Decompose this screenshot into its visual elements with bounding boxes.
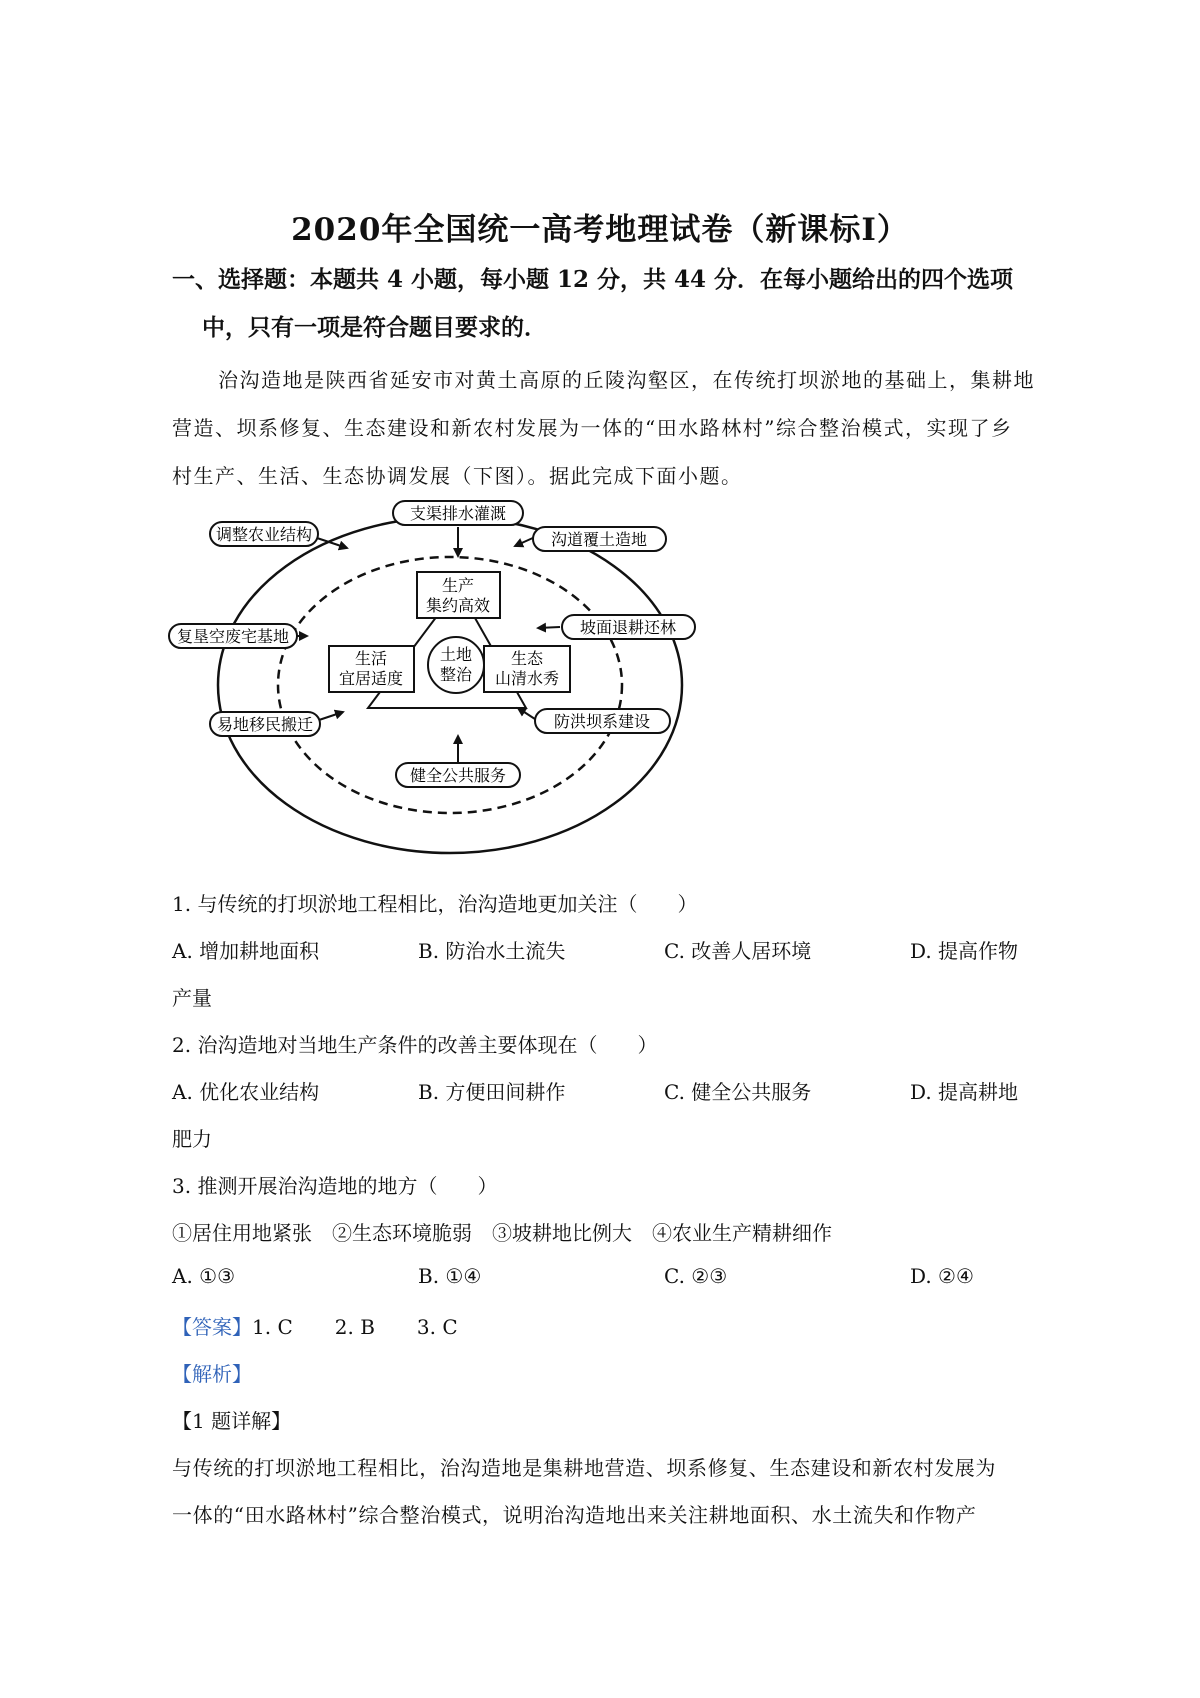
detail-line-1: 与传统的打坝淤地工程相比，治沟造地是集耕地营造、坝系修复、生态建设和新农村发展为 <box>172 1456 996 1480</box>
answer-tag: 【答案】 <box>172 1315 252 1339</box>
outer-label-bottom <box>396 763 520 787</box>
q1-stem: 1. 与传统的打坝淤地工程相比，治沟造地更加关注（ ） <box>172 892 698 916</box>
q3-option-c: C. ②③ <box>664 1264 728 1288</box>
q3-option-d: D. ②④ <box>910 1264 974 1288</box>
outer-label-top-text: 支渠排水灌溉 <box>409 504 507 523</box>
outer-label-bottom-text: 健全公共服务 <box>409 766 507 785</box>
outer-label-lower-right <box>535 709 670 733</box>
outer-label-lower-left-text: 易地移民搬迁 <box>216 715 314 734</box>
living-label-1: 生活 <box>354 649 388 668</box>
outer-label-lower-right-text: 防洪坝系建设 <box>553 712 651 731</box>
arrow-right <box>538 627 560 628</box>
arrow-upper-right <box>515 537 535 546</box>
page-title: 2020年全国统一高考地理试卷（新课标Ⅰ） <box>291 212 909 248</box>
q2-option-d-wrap: 肥力 <box>172 1127 212 1151</box>
intro-line-3: 村生产、生活、生态协调发展（下图）。据此完成下面小题。 <box>172 464 743 488</box>
outer-label-right <box>562 615 695 639</box>
living-label-2: 宜居适度 <box>338 669 404 688</box>
section-heading-line1: 一、选择题：本题共 4 小题，每小题 12 分，共 44 分．在每小题给出的四个选项 <box>172 266 1014 293</box>
detail-line-2: 一体的“田水路林村”综合整治模式，说明治沟造地出来关注耕地面积、水土流失和作物产 <box>172 1503 977 1527</box>
q3-option-a: A. ①③ <box>172 1264 236 1288</box>
q2-option-a: A. 优化农业结构 <box>172 1080 320 1104</box>
q2-option-c: C. 健全公共服务 <box>664 1080 812 1104</box>
answer-3: 3. C <box>416 1315 458 1339</box>
intro-line-2: 营造、坝系修复、生态建设和新农村发展为一体的“田水路林村”综合整治模式，实现了乡 <box>172 416 1013 440</box>
outer-label-upper-right-text: 沟道覆土造地 <box>550 530 648 549</box>
outer-label-upper-right <box>533 527 666 551</box>
outer-label-lower-left <box>210 712 320 736</box>
q3-option-b: B. ①④ <box>418 1264 482 1288</box>
q2-option-d: D. 提高耕地 <box>910 1080 1019 1104</box>
detail-heading: 【1 题详解】 <box>172 1409 292 1433</box>
outer-label-upper-left <box>210 522 318 546</box>
q2-option-b: B. 方便田间耕作 <box>418 1080 566 1104</box>
intro-line-1: 治沟造地是陕西省延安市对黄土高原的丘陵沟壑区，在传统打坝淤地的基础上，集耕地 <box>218 368 1035 392</box>
production-label-1: 生产 <box>441 576 475 595</box>
section-heading-line2: 中，只有一项是符合题目要求的． <box>202 314 547 341</box>
q1-option-a: A. 增加耕地面积 <box>172 939 320 963</box>
analysis-tag: 【解析】 <box>172 1362 252 1386</box>
outer-label-right-text: 坡面退耕还林 <box>579 618 677 637</box>
land-consolidation-diagram <box>168 500 728 870</box>
production-label-2: 集约高效 <box>425 596 491 615</box>
outer-label-upper-left-text: 调整农业结构 <box>215 525 313 544</box>
outer-label-left <box>169 624 297 648</box>
q1-option-b: B. 防治水土流失 <box>418 939 566 963</box>
q2-stem: 2. 治沟造地对当地生产条件的改善主要体现在（ ） <box>172 1033 658 1057</box>
center-label-1: 土地 <box>439 645 473 664</box>
q1-option-d-wrap: 产量 <box>172 986 212 1010</box>
q3-stem: 3. 推测开展治沟造地的地方（ ） <box>172 1174 498 1198</box>
answer-1: 1. C <box>252 1315 293 1339</box>
center-label-2: 整治 <box>439 665 473 684</box>
q1-option-c: C. 改善人居环境 <box>664 939 812 963</box>
q1-option-d: D. 提高作物 <box>910 939 1019 963</box>
answer-2: 2. B <box>334 1315 375 1339</box>
answer-line <box>172 1311 458 1340</box>
ecology-label-2: 山清水秀 <box>494 669 560 688</box>
outer-label-left-text: 复垦空废宅基地 <box>176 627 290 646</box>
ecology-label-1: 生态 <box>510 649 544 668</box>
q3-items: ①居住用地紧张 ②生态环境脆弱 ③坡耕地比例大 ④农业生产精耕细作 <box>172 1221 832 1245</box>
outer-label-top <box>393 501 523 525</box>
